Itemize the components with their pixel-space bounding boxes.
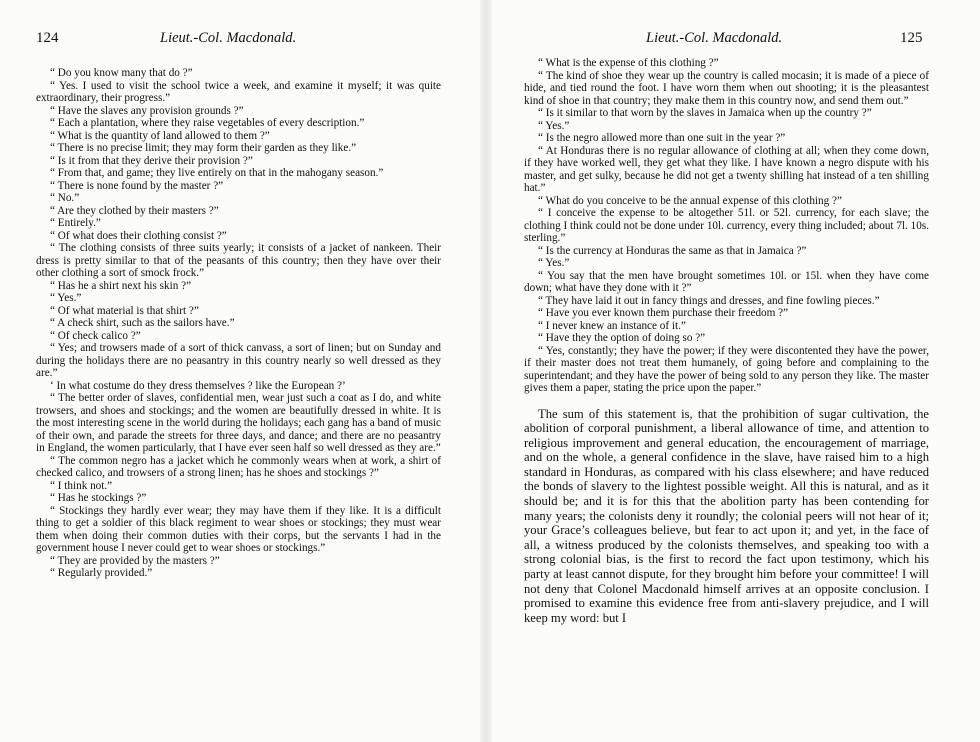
paragraph: “ Of what material is that shirt ?” [50,304,199,317]
paragraph: “ What is the expense of this clothing ?” [538,57,719,69]
book-gutter [480,0,492,742]
paragraph: “ What do you conceive to be the annual expense of this clothing ?” [538,194,842,207]
paragraph: “ Each a plantation, where they raise vegetables of every description.” [50,117,365,129]
right-page [494,0,980,742]
paragraph: “ Of check calico ?” [50,329,141,342]
paragraph: “ They have laid it out in fancy things and dresses, and fine fowling pieces.” [538,294,880,307]
paragraph: “ At Honduras there is no regular allowance of clothing at all; when they come down, if they have worked well, they get what they like. I have known a negro dispute with his master, and get sulky, because he did not get a twenty shilling hat instead of a ten shilling hat.” [524,144,929,194]
paragraph: “ Has he a shirt next his skin ?” [50,279,192,292]
paragraph: “ Yes, constantly; they have the power; if they were discontented they have the power, if their master does not treat them humanely, of going before and complaining to the superintendant; and they have the power of being sold to any person they like. The master gives them a paper, stating the price upon the paper.” [524,344,929,394]
paragraph: “ Is it similar to that worn by the slaves in Jamaica when up the country ?” [538,107,872,119]
paragraph: “ Have you ever known them purchase their freedom ?” [538,307,789,319]
paragraph: “ I never knew an instance of it.” [538,319,686,332]
paragraph: “ Yes. I used to visit the school twice a week, and examine it myself; it was quite extraordinary, their progress.” [36,79,441,104]
paragraph: “ From that, and game; they live entirely on that in the mahogany season.” [50,167,384,179]
paragraph: “ The clothing consists of three suits yearly; it consists of a jacket of nankeen. Their dress is pretty similar to that of the peasants of this country; then they have over their other clothing a sort of smock frock.” [36,242,441,279]
paragraph: “ There is none found by the master ?” [50,179,224,192]
right-page-number: 125 [900,30,923,46]
left-page-number: 124 [36,30,59,46]
left-page [0,0,478,742]
paragraph: “ Stockings they hardly ever wear; they may have them if they like. It is a difficult thing to get a soldier of this black regiment to wear shoes or stockings; they must wear them when doing their common duties with their corps, but the servants I had in the government house I never could get to wear shoes or stockings.” [36,504,441,554]
paragraph: “ What is the quantity of land allowed to them ?” [50,129,270,142]
paragraph: “ Has he stockings ?” [50,492,147,504]
paragraph: “ Yes.” [538,257,570,269]
paragraph: “ Regularly provided.” [50,567,153,579]
paragraph: “ Have they the option of doing so ?” [538,332,706,344]
paragraph: “ No.” [50,192,80,204]
paragraph: “ There is no precise limit; they may form their garden as they like.” [50,142,357,154]
paragraph: “ Yes.” [538,119,570,132]
paragraph: “ The kind of shoe they wear up the country is called mocasin; it is made of a piece of hide, and tied round the foot. I have worn them when out shooting; it is the pleasantest kind of shoe in that country; they make them in this country now, and send them out.” [524,69,929,107]
paragraph: “ Yes; and trowsers made of a sort of thick canvass, a sort of linen; but on Sunday and during the holidays there are no peasantry in this country nearly so well dressed as they are.” [36,342,441,379]
paragraph: “ Of what does their clothing consist ?” [50,229,227,242]
right-page-body [524,57,929,625]
paragraph: “ Entirely.” [50,217,101,229]
paragraph: “ A check shirt, such as the sailors have.” [50,317,235,329]
paragraph: “ Yes.” [50,292,82,304]
paragraph: “ They are provided by the masters ?” [50,554,220,567]
paragraph: “ Is the negro allowed more than one suit in the year ?” [538,132,786,144]
paragraph: “ Have the slaves any provision grounds ?” [50,104,244,117]
paragraph: “ I think not.” [50,479,113,492]
left-running-head: Lieut.-Col. Macdonald. [160,30,297,46]
paragraph: “ You say that the men have brought sometimes 10l. or 15l. when they have come down; what have they done with it ?” [524,269,929,294]
right-running-head: Lieut.-Col. Macdonald. [646,30,783,46]
paragraph: “ Do you know many that do ?” [50,67,193,79]
paragraph: “ I conceive the expense to be altogether 51l. or 52l. currency, for each slave; the clothing I think could not be done under 10l. currency, every thing included; about 7l. 10s. sterling.” [524,207,929,244]
paragraph: “ Is it from that they derive their provision ?” [50,154,253,167]
closing-paragraph: The sum of this statement is, that the prohibition of sugar cultivation, the abolition of corporal punishment, a liberal allowance of time, and attention to religious improvement and general education, the encouragement of marriage, and on the whole, a general confidence in the slave, have raised him to a high standard in Honduras, as compared with his class elsewhere; and have reduced the bonds of slavery to the lightest possible weight. All this is natural, and as it should be; and it is for this that the abolition party has been contending for many years; the colonists deny it roundly; the colonial peers will not hear of it; your Grace’s colleagues believe, but fear to act upon it; and yet, in the face of all, a witness produced by the colonists themselves, and speaking too with a strong colonial bias, is the first to record the fact upon testimony, which his party at least cannot dispute, for they brought him before your committee! I will not deny that Colonel Macdonald himself arrives at an opposite conclusion. I promised to examine this evidence free from anti-slavery prejudice, and I will keep my word: but I [524,406,929,625]
paragraph: “ Is the currency at Honduras the same as that in Jamaica ?” [538,244,807,257]
paragraph: “ Are they clothed by their masters ?” [50,204,219,217]
paragraph: “ The better order of slaves, confidential men, wear just such a coat as I do, and white trowsers, and shoes and stockings; and the women are beautifully dressed in white. It is the most interesting scene in the world during the holidays; each gang has a band of music of their own, and parade the streets for three days, and dance; and there are no peasantry in England, the women particularly, that I have ever seen half so well dressed as they are.” [36,392,441,454]
paragraph: ‘ In what costume do they dress themselves ? like the European ?’ [50,379,346,392]
left-page-body [36,67,441,580]
paragraph: “ The common negro has a jacket which he commonly wears when at work, a shirt of checked calico, and trowsers of a strong linen; has he shoes and stockings ?” [36,454,441,479]
